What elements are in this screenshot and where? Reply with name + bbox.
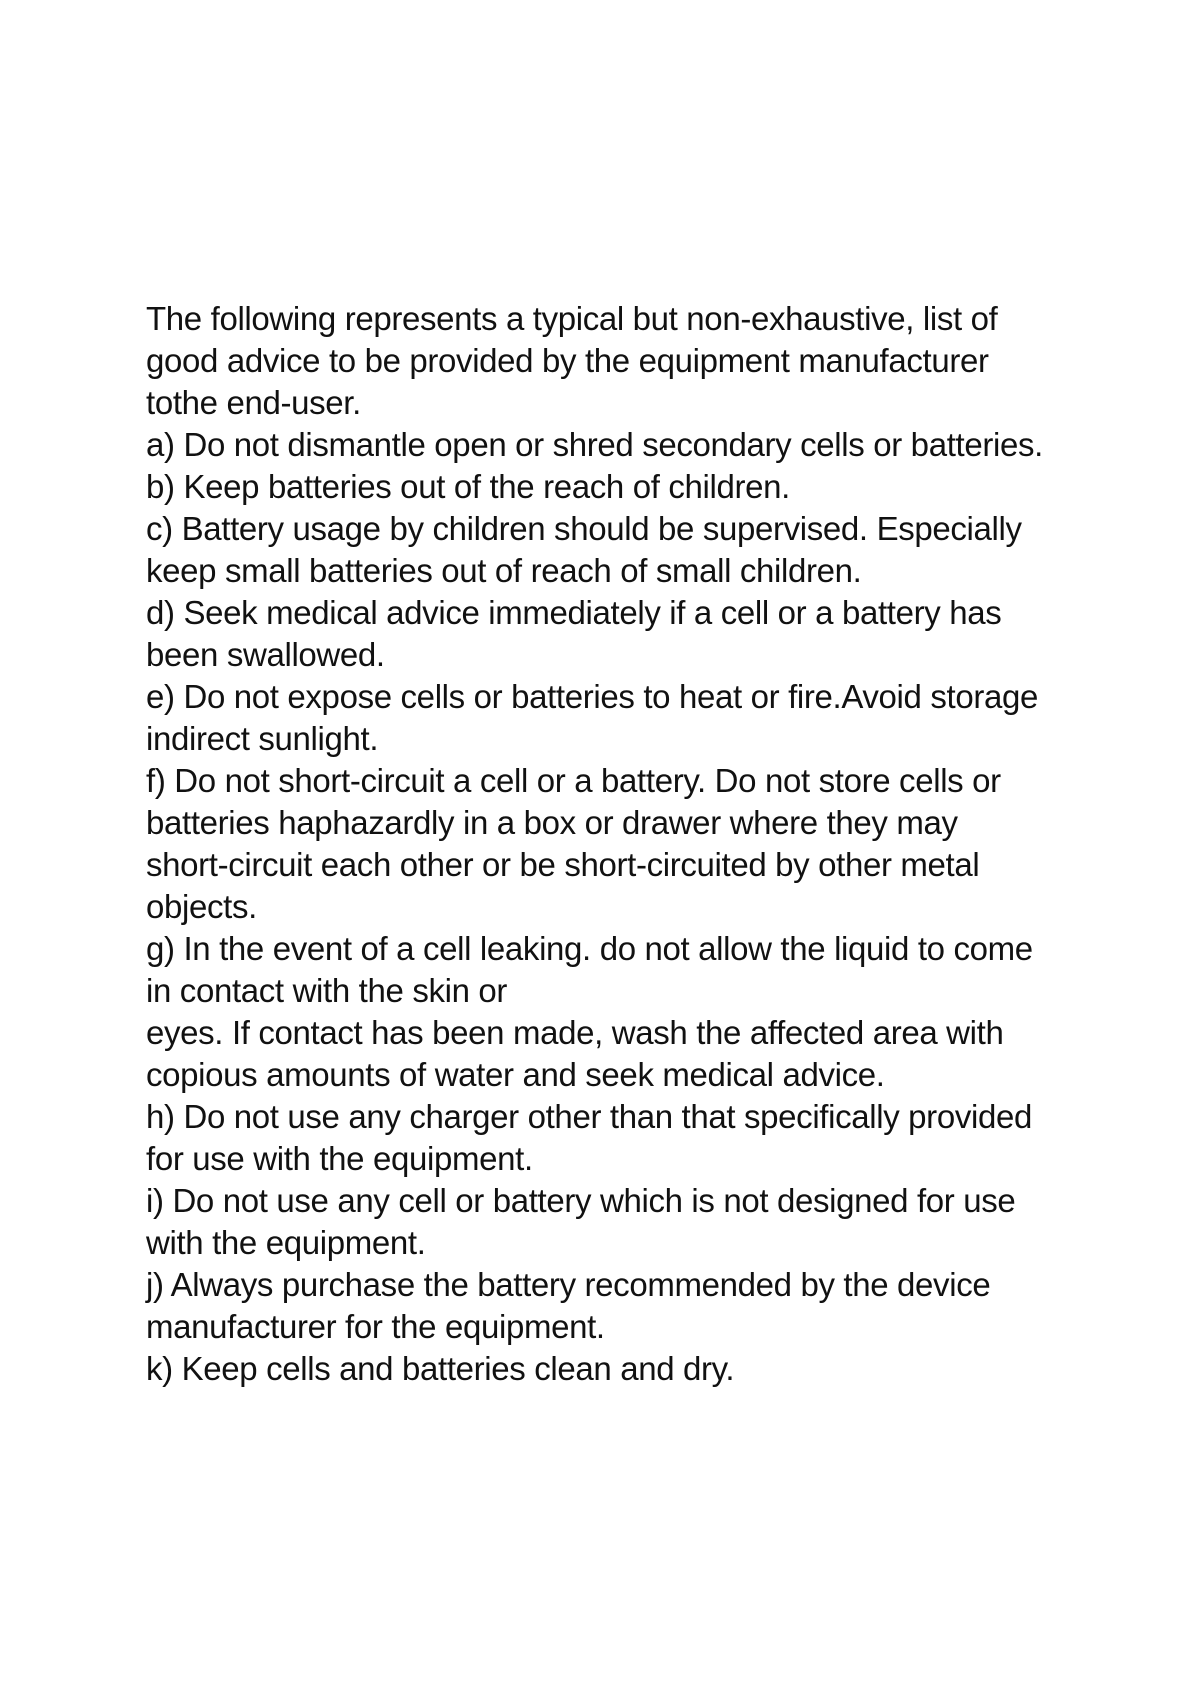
intro-line-1: The following represents a typical but non-exhaustive, list of xyxy=(146,300,998,337)
advice-j-line-1: j) Always purchase the battery recommended by the device xyxy=(146,1266,991,1303)
advice-d-line-1: d) Seek medical advice immediately if a cell or a battery has xyxy=(146,594,1002,631)
advice-f-line-2: batteries haphazardly in a box or drawer where they may xyxy=(146,804,958,841)
advice-d-line-2: been swallowed. xyxy=(146,636,385,673)
advice-i-line-1: i) Do not use any cell or battery which is not designed for use xyxy=(146,1182,1016,1219)
advice-f-line-3: short-circuit each other or be short-circuited by other metal xyxy=(146,846,980,883)
advice-g-line-2: in contact with the skin or xyxy=(146,972,508,1009)
advice-g-line-3: eyes. If contact has been made, wash the affected area with xyxy=(146,1014,1004,1051)
advice-e-line-1: e) Do not expose cells or batteries to heat or fire.Avoid storage xyxy=(146,678,1038,715)
advice-e-line-2: indirect sunlight. xyxy=(146,720,379,757)
advice-c-line-1: c) Battery usage by children should be supervised. Especially xyxy=(146,510,1022,547)
advice-f-line-1: f) Do not short-circuit a cell or a battery. Do not store cells or xyxy=(146,762,1001,799)
advice-f-line-4: objects. xyxy=(146,888,257,925)
advice-k: k) Keep cells and batteries clean and dry. xyxy=(146,1350,735,1387)
advice-h-line-2: for use with the equipment. xyxy=(146,1140,533,1177)
intro-line-3: tothe end-user. xyxy=(146,384,361,421)
advice-i-line-2: with the equipment. xyxy=(146,1224,426,1261)
intro-line-2: good advice to be provided by the equipment manufacturer xyxy=(146,342,989,379)
advice-g-line-1: g) In the event of a cell leaking. do not allow the liquid to come xyxy=(146,930,1033,967)
advice-g-line-4: copious amounts of water and seek medical advice. xyxy=(146,1056,885,1093)
advice-j-line-2: manufacturer for the equipment. xyxy=(146,1308,605,1345)
battery-safety-advice xyxy=(146,298,1156,1390)
advice-a: a) Do not dismantle open or shred secondary cells or batteries. xyxy=(146,426,1043,463)
advice-b: b) Keep batteries out of the reach of children. xyxy=(146,468,790,505)
advice-c-line-2: keep small batteries out of reach of small children. xyxy=(146,552,862,589)
advice-h-line-1: h) Do not use any charger other than that specifically provided xyxy=(146,1098,1032,1135)
